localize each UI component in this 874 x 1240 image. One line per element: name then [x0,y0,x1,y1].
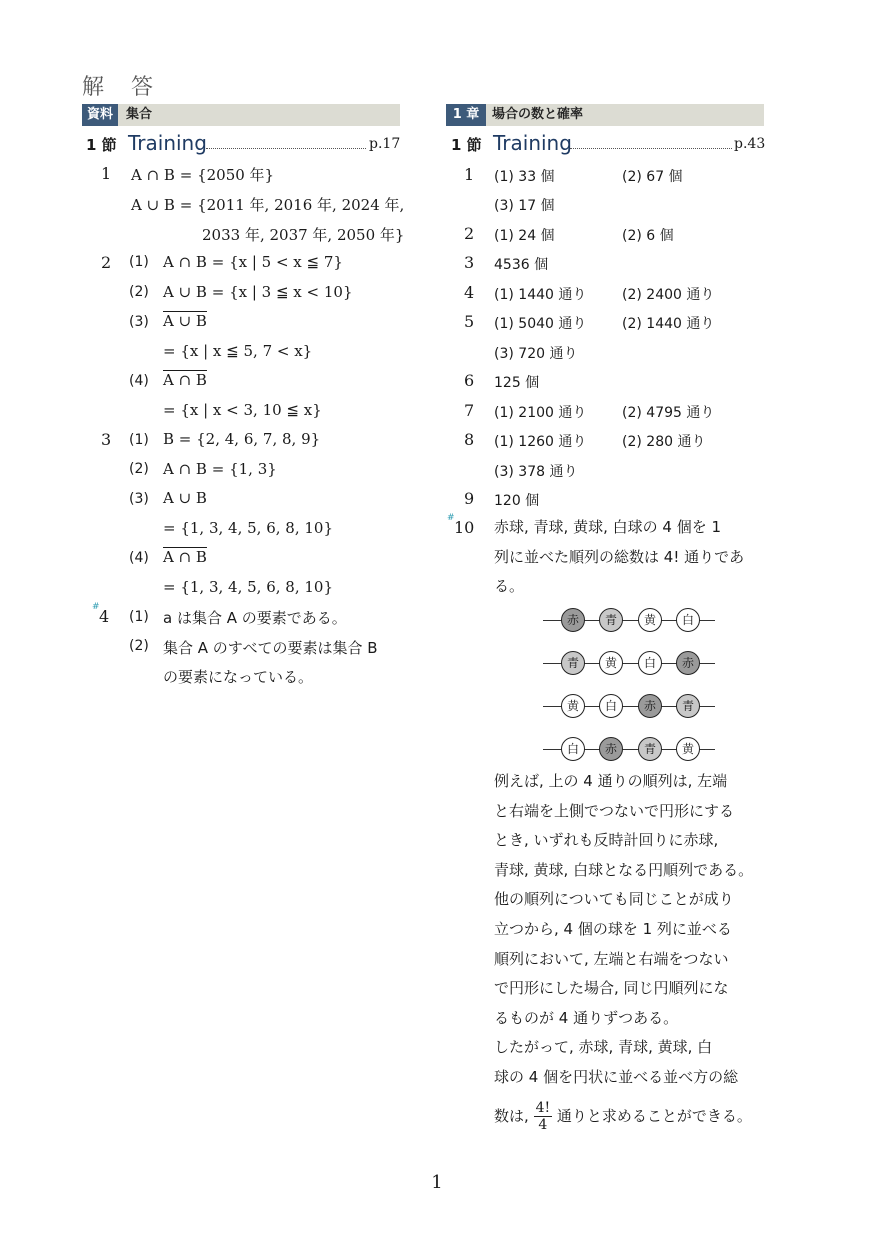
answer-part-b: (2) 1440 通り [622,316,715,332]
answer-number: 6 [464,371,475,390]
answer-part-a: (1) 33 個 [494,169,555,185]
fraction-denominator: 4 [538,1117,548,1133]
q2-4-label: (4) [129,373,149,389]
ball-row [543,650,715,676]
q2-1-label: (1) [129,254,149,270]
q10-body-line: したがって, 赤球, 青球, 黄球, 白 [494,1038,713,1057]
q10-mark: # [447,513,455,523]
q2-4-cont: = {x | x < 3, 10 ≦ x} [163,401,322,419]
q1-line3: 2033 年, 2037 年, 2050 年} [202,226,405,244]
answer-part-b: (2) 6 個 [622,228,674,244]
answer-part-a: (3) 378 通り [494,464,578,480]
right-leader-dots [570,148,732,149]
q2-3-label: (3) [129,314,149,330]
answer-part-a: (1) 1440 通り [494,287,587,303]
left-bar-title: 集合 [126,107,153,122]
q10-body [494,767,753,1093]
left-section-bar [82,104,400,126]
q3-2-label: (2) [129,461,149,477]
left-training-heading: Training [128,131,207,155]
q10-body-line: 青球, 黄球, 白球となる円順列である。 [494,860,754,879]
q10-conclusion [494,1100,752,1133]
q4-number: 4 [99,607,110,626]
answer-part-b: (2) 4795 通り [622,405,715,421]
q10-number: 10 [454,518,475,537]
left-page-ref: p.17 [369,136,401,152]
q3-3-cont: = {1, 3, 4, 5, 6, 8, 10} [163,519,333,537]
ball: 青 [599,608,623,632]
q4-2-label: (2) [129,638,149,654]
q10-body-line: 立つから, 4 個の球を 1 列に並べる [494,919,732,938]
answer-part-b: (2) 67 個 [622,169,683,185]
q4-mark: # [92,602,100,612]
q2-3-cont: = {x | x ≦ 5, 7 < x} [163,342,313,360]
q10-body-line: と右端を上側でつないで円形にする [494,801,735,820]
answer-part-b: (2) 280 通り [622,434,706,450]
right-section-bar [446,104,764,126]
q3-4-cont: = {1, 3, 4, 5, 6, 8, 10} [163,578,333,596]
q3-4-answer: A ∩ B [163,548,207,566]
q10-intro [494,513,744,602]
ball: 白 [638,651,662,675]
ball: 青 [638,737,662,761]
fraction-numerator: 4! [535,1100,551,1116]
q10-body-line: 球の 4 個を円状に並べる並べ方の総 [494,1067,739,1086]
answer-part-a: (1) 24 個 [494,228,555,244]
q1-number: 1 [101,164,112,183]
ball: 黄 [638,608,662,632]
left-leader-dots [206,148,366,149]
answer-number: 7 [464,401,475,420]
answer-part-a: (1) 2100 通り [494,405,587,421]
answer-part-a: 125 個 [494,375,540,391]
q10-body-line: 他の順列についても同じことが成り [494,890,734,909]
q2-1-answer: A ∩ B = {x | 5 < x ≦ 7} [163,253,343,271]
q3-3-answer: A ∪ B [163,489,207,507]
ball-row [543,607,715,633]
q3-number: 3 [101,430,112,449]
ball: 白 [599,694,623,718]
answer-part-a: (1) 1260 通り [494,434,587,450]
q10-intro-line: 赤球, 青球, 黄球, 白球の 4 個を 1 [494,518,722,536]
answer-part-a: (3) 720 通り [494,346,578,362]
left-tag: 資料 [82,104,118,126]
ball: 赤 [676,651,700,675]
q10-body-line: るものが 4 通りずつある。 [494,1008,679,1027]
answer-number: 2 [464,224,475,243]
ball-row [543,736,715,762]
q4-1-label: (1) [129,609,149,625]
answer-part-b: (2) 2400 通り [622,287,715,303]
q10-conclusion-pre: 数は, [494,1107,529,1125]
ball: 赤 [561,608,585,632]
q10-intro-line: る。 [494,577,525,596]
answer-number: 5 [464,312,475,331]
q10-intro-line: 列に並べた順列の総数は 4! 通りであ [494,547,745,566]
answer-number: 8 [464,430,475,449]
q3-3-label: (3) [129,491,149,507]
q2-2-answer: A ∪ B = {x | 3 ≦ x < 10} [163,283,353,301]
q10-body-line: 例えば, 上の 4 通りの順列は, 左端 [494,772,728,790]
q4-2-cont: の要素になっている。 [163,668,314,686]
right-tag: 1 章 [446,104,486,126]
ball: 青 [561,651,585,675]
q3-1-answer: B = {2, 4, 6, 7, 8, 9} [163,430,321,448]
ball: 黄 [599,651,623,675]
ball: 黄 [676,737,700,761]
q4-2-answer: 集合 A のすべての要素は集合 B [163,639,378,657]
q10-body-line: とき, いずれも反時計回りに赤球, [494,831,719,850]
right-bar-title: 場合の数と確率 [492,107,584,122]
q10-body-line: 順列において, 左端と右端をつない [494,949,729,968]
q2-2-label: (2) [129,284,149,300]
answer-number: 9 [464,489,475,508]
ball: 赤 [599,737,623,761]
ball: 青 [676,694,700,718]
page-number: 1 [431,1172,443,1193]
right-training-heading: Training [493,131,572,155]
answer-part-a: (1) 5040 通り [494,316,587,332]
q3-2-answer: A ∩ B = {1, 3} [163,460,277,478]
ball: 赤 [638,694,662,718]
q2-4-answer: A ∩ B [163,371,207,389]
answer-part-a: 4536 個 [494,257,549,273]
right-page-ref: p.43 [734,136,766,152]
left-section-label: 1 節 [86,136,117,154]
right-section-label: 1 節 [451,136,482,154]
answer-number: 1 [464,165,475,184]
q4-1-answer: a は集合 A の要素である。 [163,609,347,627]
page-title: 解 答 [82,75,163,100]
q3-4-label: (4) [129,550,149,566]
q1-line2: A ∪ B = {2011 年, 2016 年, 2024 年, [131,196,405,214]
answer-part-a: (3) 17 個 [494,198,555,214]
fraction [534,1100,553,1133]
q2-number: 2 [101,253,112,272]
q10-conclusion-post: 通りと求めることができる。 [556,1107,752,1125]
answer-number: 4 [464,283,475,302]
q10-body-line: で円形にした場合, 同じ円順列にな [494,979,729,998]
q2-3-answer: A ∪ B [163,312,207,330]
ball-row [543,693,715,719]
answer-part-a: 120 個 [494,493,540,509]
ball: 白 [561,737,585,761]
q3-1-label: (1) [129,432,149,448]
ball: 白 [676,608,700,632]
q1-line1: A ∩ B = {2050 年} [131,166,275,184]
answer-number: 3 [464,253,475,272]
ball: 黄 [561,694,585,718]
